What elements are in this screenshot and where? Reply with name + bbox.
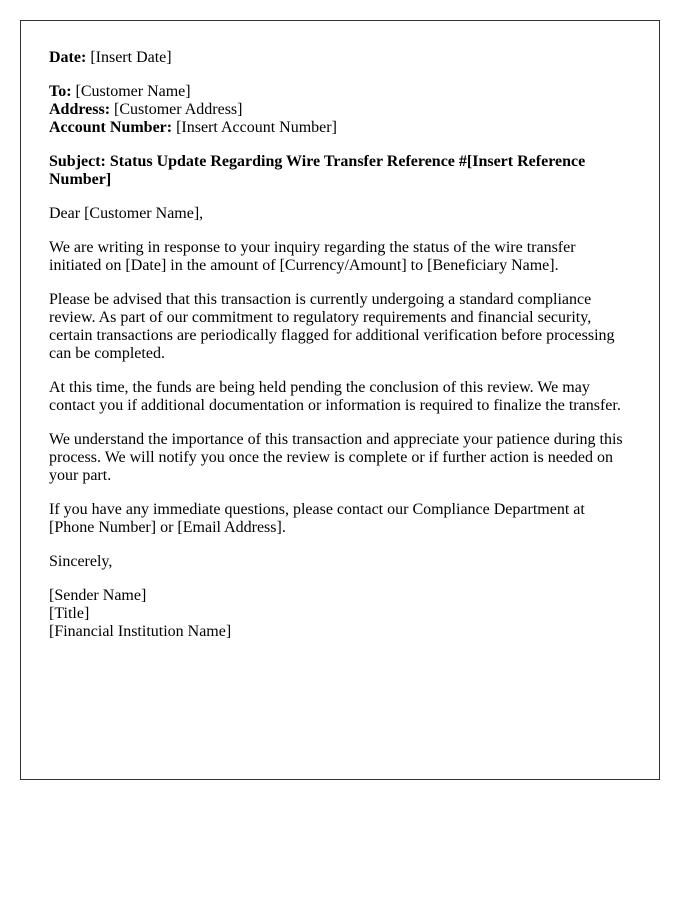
body-paragraph-1: We are writing in response to your inquiry regarding the status of the wire transfer initiated on [Date] in the amount of [Currency/Amount] to [Beneficiary Name]. — [49, 239, 576, 274]
address-label: Address: — [49, 101, 111, 118]
sender-name: [Sender Name] — [49, 587, 147, 604]
salutation: Dear [Customer Name], — [49, 205, 204, 222]
date-value: [Insert Date] — [90, 49, 172, 66]
account-value: [Insert Account Number] — [176, 119, 337, 136]
date-label: Date: — [49, 49, 87, 66]
body-paragraph-4: We understand the importance of this transaction and appreciate your patience during this process. We will notify you once the review is complete or if further action is needed on your part. — [49, 431, 623, 484]
sender-title: [Title] — [49, 605, 90, 622]
subject-line: Subject: Status Update Regarding Wire Transfer Reference #[Insert Reference Number] — [49, 153, 586, 188]
body-paragraph-5: If you have any immediate questions, please contact our Compliance Department at [Phone Number] or [Email Address]. — [49, 501, 585, 536]
signature-block — [49, 587, 631, 641]
date-line — [49, 49, 631, 67]
account-line — [49, 119, 631, 137]
letter-document — [20, 20, 660, 780]
institution-name: [Financial Institution Name] — [49, 623, 232, 640]
closing: Sincerely, — [49, 553, 113, 570]
to-line — [49, 83, 631, 101]
to-label: To: — [49, 83, 72, 100]
address-line — [49, 101, 631, 119]
to-value: [Customer Name] — [75, 83, 191, 100]
recipient-block — [49, 83, 631, 137]
account-label: Account Number: — [49, 119, 173, 136]
address-value: [Customer Address] — [114, 101, 243, 118]
body-paragraph-3: At this time, the funds are being held pending the conclusion of this review. We may contact you if additional documentation or information is required to finalize the transfer. — [49, 379, 621, 414]
body-paragraph-2: Please be advised that this transaction is currently undergoing a standard compliance review. As part of our commitment to regulatory requirements and financial security, certain transactions are periodically flagged for additional verification before processing can be completed. — [49, 291, 615, 362]
